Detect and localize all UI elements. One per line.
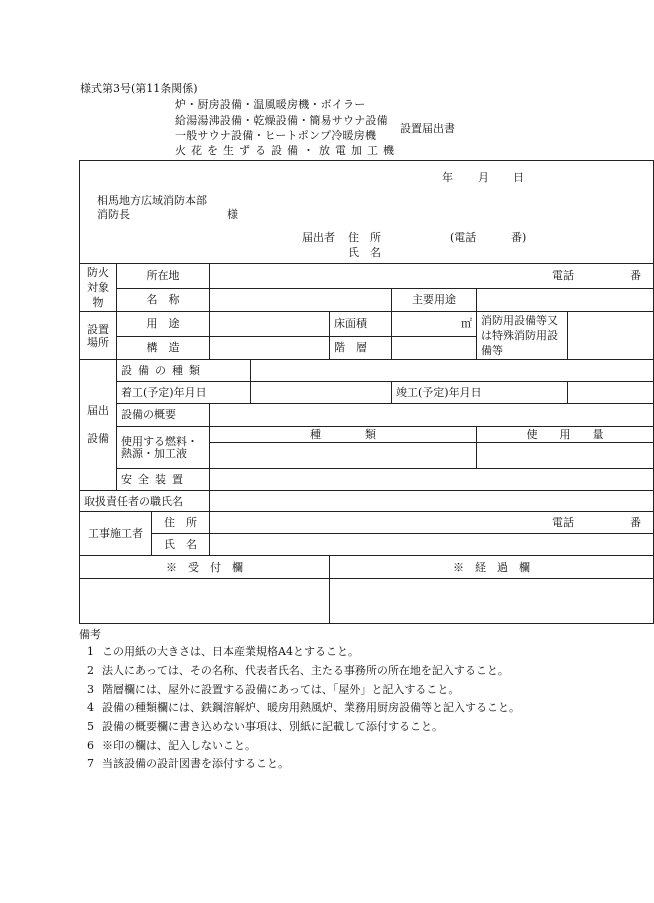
date-day-label: 日	[513, 171, 524, 184]
manager-label: 取扱責任者の職氏名	[80, 491, 210, 512]
contractor-phone-label: 電話	[552, 516, 575, 530]
use-label: 用 途	[117, 312, 210, 337]
equipment-overview-value[interactable]	[210, 404, 654, 427]
floor-value[interactable]	[392, 336, 477, 359]
completion-date-value[interactable]	[568, 382, 654, 404]
note-text: 当該設備の設計図書を添付すること。	[102, 757, 289, 771]
equipment-group-label: 届出設備	[80, 360, 117, 491]
fire-equipment-label: 消防用設備等又は特殊消防用設備等	[477, 312, 568, 360]
fire-object-label: 防火対象物	[80, 264, 117, 312]
structure-value[interactable]	[210, 336, 330, 359]
note-item	[79, 757, 520, 776]
contractor-address-label: 住 所	[152, 512, 210, 534]
notes-list	[79, 645, 520, 776]
location-phone-label: 電話	[552, 269, 575, 283]
reception-label: ※ 受 付 欄	[80, 556, 330, 579]
applicant-address-label: 住 所	[348, 231, 381, 244]
equipment-overview-label: 設備の概要	[117, 404, 210, 427]
main-use-value[interactable]	[477, 288, 654, 311]
note-text: 階層欄には、屋外に設置する設備にあっては、「屋外」と記入すること。	[102, 682, 460, 696]
name-value[interactable]	[210, 288, 392, 311]
install-place-label: 設置場所	[80, 312, 117, 360]
contractor-label: 工事施工者	[80, 512, 152, 556]
note-text: 設備の概要欄に書き込めない事項は、別紙に記載して添付すること。	[102, 719, 443, 733]
note-text: 設備の種類欄には、鉄鋼溶解炉、暖房用熱風炉、業務用厨房設備等と記入すること。	[102, 701, 520, 715]
start-date-value[interactable]	[251, 382, 392, 404]
equipment-type-value[interactable]	[251, 360, 654, 382]
usage-amount-value[interactable]	[477, 443, 654, 469]
addressee-chief: 消防長	[97, 208, 130, 221]
start-date-label: 着工(予定)年月日	[117, 382, 251, 404]
title-line-4: 火花を生ずる設備・放電加工機	[175, 144, 399, 157]
name-label: 名 称	[117, 288, 210, 311]
sqm-unit: ㎡	[461, 317, 472, 331]
notification-form-table	[79, 160, 654, 624]
addressee-honorific: 様	[227, 208, 238, 221]
note-number: 5	[87, 719, 94, 733]
progress-label: ※ 経 過 欄	[330, 556, 654, 579]
contractor-name-value[interactable]	[210, 534, 654, 556]
notes-heading: 備考	[79, 628, 101, 641]
date-month-label: 月	[478, 171, 489, 184]
applicant-label: 届出者	[302, 231, 335, 244]
note-text: 法人にあっては、その名称、代表者氏名、主たる事務所の所在地を記入すること。	[102, 663, 509, 677]
note-item	[79, 739, 520, 758]
note-number: 6	[87, 738, 94, 752]
title-line-2: 給湯湯沸設備・乾燥設備・簡易サウナ設備	[175, 114, 388, 127]
note-number: 1	[87, 645, 94, 659]
note-item	[79, 720, 520, 739]
note-number: 7	[87, 757, 94, 771]
note-item	[79, 645, 520, 664]
equipment-type-label: 設備の種類	[117, 360, 251, 382]
note-number: 4	[87, 701, 94, 715]
title-line-3: 一般サウナ設備・ヒートポンプ冷暖房機	[175, 129, 377, 142]
contractor-phone-suffix: 番	[630, 516, 642, 530]
reception-value[interactable]	[80, 579, 330, 624]
fire-equipment-value[interactable]	[568, 312, 654, 360]
progress-value[interactable]	[330, 579, 654, 624]
notes-section	[79, 628, 520, 776]
contractor-name-label: 氏 名	[152, 534, 210, 556]
completion-date-label: 竣工(予定)年月日	[392, 382, 568, 404]
note-text: この用紙の大きさは、日本産業規格A4とすること。	[102, 645, 359, 659]
floor-area-value[interactable]	[392, 312, 477, 337]
note-item	[79, 701, 520, 720]
use-value[interactable]	[210, 312, 330, 337]
usage-amount-header: 使 用 量	[477, 427, 654, 443]
kind-value[interactable]	[210, 443, 477, 469]
location-value[interactable]	[210, 264, 654, 289]
safety-device-value[interactable]	[210, 469, 654, 491]
main-use-label: 主要用途	[392, 288, 477, 311]
fuel-label: 使用する燃料・熱源・加工液	[117, 427, 210, 469]
title-line-1: 炉・厨房設備・温風暖房機・ボイラー	[175, 98, 366, 111]
note-item	[79, 664, 520, 683]
note-number: 2	[87, 663, 94, 677]
form-number: 様式第3号(第11条関係)	[80, 82, 198, 95]
note-text: ※印の欄は、記入しないこと。	[102, 738, 256, 752]
kind-header: 種 類	[210, 427, 477, 443]
applicant-name-label: 氏 名	[348, 246, 381, 259]
safety-device-label: 安全装置	[117, 469, 210, 491]
manager-value[interactable]	[210, 491, 654, 512]
floor-label: 階 層	[330, 336, 392, 359]
applicant-phone-suffix: 番)	[511, 231, 527, 244]
addressee-org: 相馬地方広域消防本部	[97, 194, 207, 207]
note-number: 3	[87, 682, 94, 696]
date-year-label: 年	[442, 171, 453, 184]
applicant-phone-label: (電話	[450, 231, 477, 244]
contractor-address-value[interactable]	[210, 512, 654, 534]
location-phone-suffix: 番	[630, 269, 642, 283]
structure-label: 構 造	[117, 336, 210, 359]
note-item	[79, 683, 520, 702]
header-box	[80, 161, 654, 264]
floor-area-label: 床面積	[330, 312, 392, 337]
title-suffix: 設置届出書	[400, 122, 455, 135]
location-label: 所在地	[117, 264, 210, 289]
